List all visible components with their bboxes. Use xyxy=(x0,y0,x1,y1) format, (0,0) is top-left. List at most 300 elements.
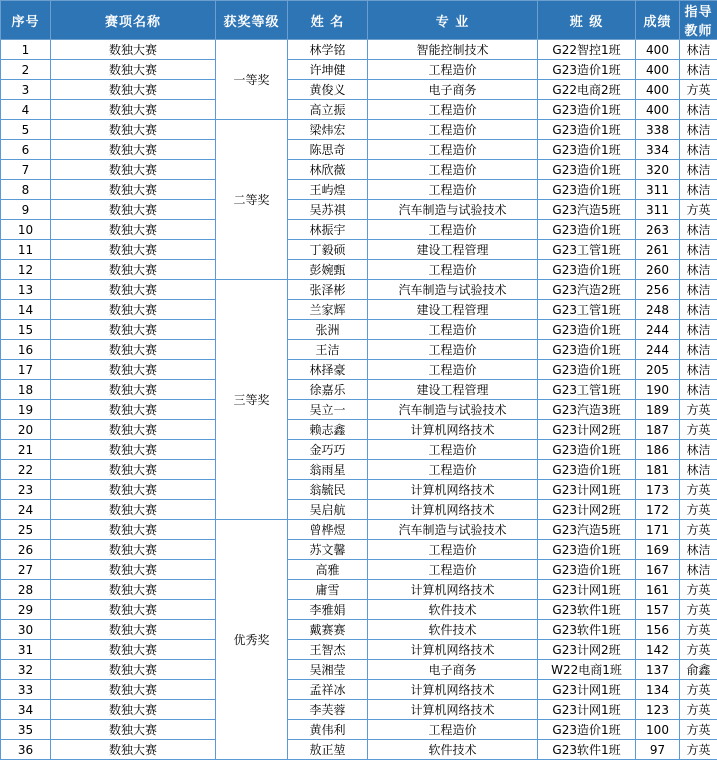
cell-major: 汽车制造与试验技术 xyxy=(368,280,538,300)
cell-score: 261 xyxy=(636,240,680,260)
cell-class: G23软件1班 xyxy=(538,600,636,620)
cell-teacher: 林洁 xyxy=(680,120,717,140)
cell-teacher: 林洁 xyxy=(680,100,717,120)
cell-name: 林振宇 xyxy=(288,220,368,240)
cell-teacher: 方英 xyxy=(680,700,717,720)
table-row xyxy=(1,120,717,140)
cell-event: 数独大赛 xyxy=(51,40,216,60)
cell-class: G23计网1班 xyxy=(538,680,636,700)
cell-class: G23造价1班 xyxy=(538,160,636,180)
table-row xyxy=(1,220,717,240)
cell-event: 数独大赛 xyxy=(51,240,216,260)
cell-major: 计算机网络技术 xyxy=(368,420,538,440)
cell-event: 数独大赛 xyxy=(51,80,216,100)
cell-class: G23工管1班 xyxy=(538,300,636,320)
cell-name: 林学铭 xyxy=(288,40,368,60)
cell-class: G23造价1班 xyxy=(538,60,636,80)
cell-event: 数独大赛 xyxy=(51,120,216,140)
cell-teacher: 林洁 xyxy=(680,340,717,360)
cell-teacher: 方英 xyxy=(680,500,717,520)
cell-score: 189 xyxy=(636,400,680,420)
table-row xyxy=(1,340,717,360)
cell-major: 工程造价 xyxy=(368,440,538,460)
cell-score: 172 xyxy=(636,500,680,520)
cell-teacher: 方英 xyxy=(680,480,717,500)
cell-event: 数独大赛 xyxy=(51,140,216,160)
cell-event: 数独大赛 xyxy=(51,420,216,440)
cell-teacher: 方英 xyxy=(680,400,717,420)
col-header-event: 赛项名称 xyxy=(51,1,216,40)
cell-score: 169 xyxy=(636,540,680,560)
table-row xyxy=(1,160,717,180)
cell-major: 工程造价 xyxy=(368,160,538,180)
cell-event: 数独大赛 xyxy=(51,640,216,660)
cell-class: G23造价1班 xyxy=(538,560,636,580)
cell-score: 244 xyxy=(636,340,680,360)
cell-score: 171 xyxy=(636,520,680,540)
table-row xyxy=(1,440,717,460)
cell-event: 数独大赛 xyxy=(51,520,216,540)
cell-class: G23软件1班 xyxy=(538,620,636,640)
cell-score: 400 xyxy=(636,60,680,80)
cell-score: 187 xyxy=(636,420,680,440)
cell-class: G23造价1班 xyxy=(538,720,636,740)
cell-teacher: 林洁 xyxy=(680,140,717,160)
cell-teacher: 方英 xyxy=(680,620,717,640)
cell-event: 数独大赛 xyxy=(51,360,216,380)
table-row xyxy=(1,700,717,720)
cell-teacher: 方英 xyxy=(680,740,717,760)
cell-class: G23造价1班 xyxy=(538,100,636,120)
cell-teacher: 林洁 xyxy=(680,220,717,240)
table-row xyxy=(1,180,717,200)
cell-event: 数独大赛 xyxy=(51,700,216,720)
table-row xyxy=(1,80,717,100)
cell-index: 24 xyxy=(1,500,51,520)
cell-class: G23造价1班 xyxy=(538,320,636,340)
cell-class: G23造价1班 xyxy=(538,220,636,240)
table-row xyxy=(1,520,717,540)
col-header-class: 班 级 xyxy=(538,1,636,40)
cell-major: 软件技术 xyxy=(368,740,538,760)
cell-index: 7 xyxy=(1,160,51,180)
cell-score: 400 xyxy=(636,100,680,120)
cell-score: 320 xyxy=(636,160,680,180)
cell-score: 338 xyxy=(636,120,680,140)
table-row xyxy=(1,240,717,260)
cell-teacher: 林洁 xyxy=(680,560,717,580)
cell-event: 数独大赛 xyxy=(51,540,216,560)
cell-score: 156 xyxy=(636,620,680,640)
table-row xyxy=(1,620,717,640)
cell-teacher: 林洁 xyxy=(680,540,717,560)
cell-major: 建设工程管理 xyxy=(368,240,538,260)
cell-major: 工程造价 xyxy=(368,540,538,560)
cell-event: 数独大赛 xyxy=(51,280,216,300)
cell-major: 工程造价 xyxy=(368,460,538,480)
cell-index: 5 xyxy=(1,120,51,140)
cell-event: 数独大赛 xyxy=(51,480,216,500)
cell-index: 18 xyxy=(1,380,51,400)
cell-major: 工程造价 xyxy=(368,100,538,120)
cell-event: 数独大赛 xyxy=(51,380,216,400)
table-row xyxy=(1,740,717,760)
cell-index: 17 xyxy=(1,360,51,380)
table-header xyxy=(1,1,717,40)
cell-index: 2 xyxy=(1,60,51,80)
cell-index: 26 xyxy=(1,540,51,560)
cell-major: 工程造价 xyxy=(368,140,538,160)
cell-index: 36 xyxy=(1,740,51,760)
col-header-teacher: 指导教师 xyxy=(680,1,717,40)
cell-score: 248 xyxy=(636,300,680,320)
cell-award-grade: 一等奖 xyxy=(216,40,288,120)
table-row xyxy=(1,280,717,300)
cell-score: 400 xyxy=(636,40,680,60)
cell-score: 161 xyxy=(636,580,680,600)
table-row xyxy=(1,640,717,660)
cell-name: 丁毅硕 xyxy=(288,240,368,260)
cell-class: G23造价1班 xyxy=(538,540,636,560)
cell-class: G22电商2班 xyxy=(538,80,636,100)
cell-score: 97 xyxy=(636,740,680,760)
cell-class: G23工管1班 xyxy=(538,240,636,260)
cell-name: 戴赛赛 xyxy=(288,620,368,640)
cell-major: 汽车制造与试验技术 xyxy=(368,400,538,420)
col-header-name: 姓 名 xyxy=(288,1,368,40)
cell-event: 数独大赛 xyxy=(51,600,216,620)
cell-class: W22电商1班 xyxy=(538,660,636,680)
cell-major: 建设工程管理 xyxy=(368,300,538,320)
table-row xyxy=(1,540,717,560)
cell-name: 兰家辉 xyxy=(288,300,368,320)
cell-class: G23造价1班 xyxy=(538,440,636,460)
cell-major: 计算机网络技术 xyxy=(368,700,538,720)
cell-event: 数独大赛 xyxy=(51,260,216,280)
cell-class: G23计网2班 xyxy=(538,500,636,520)
cell-teacher: 俞鑫 xyxy=(680,660,717,680)
cell-index: 14 xyxy=(1,300,51,320)
cell-event: 数独大赛 xyxy=(51,160,216,180)
table-row xyxy=(1,460,717,480)
cell-major: 计算机网络技术 xyxy=(368,480,538,500)
cell-event: 数独大赛 xyxy=(51,660,216,680)
table-row xyxy=(1,600,717,620)
cell-teacher: 林洁 xyxy=(680,440,717,460)
table-row xyxy=(1,60,717,80)
table-row xyxy=(1,260,717,280)
cell-teacher: 方英 xyxy=(680,720,717,740)
cell-major: 软件技术 xyxy=(368,620,538,640)
col-header-grade: 获奖等级 xyxy=(216,1,288,40)
cell-name: 庸雪 xyxy=(288,580,368,600)
table-row xyxy=(1,380,717,400)
cell-score: 260 xyxy=(636,260,680,280)
cell-class: G23软件1班 xyxy=(538,740,636,760)
cell-event: 数独大赛 xyxy=(51,720,216,740)
cell-event: 数独大赛 xyxy=(51,580,216,600)
cell-teacher: 林洁 xyxy=(680,360,717,380)
cell-class: G23汽造5班 xyxy=(538,200,636,220)
cell-index: 3 xyxy=(1,80,51,100)
cell-score: 181 xyxy=(636,460,680,480)
cell-event: 数独大赛 xyxy=(51,60,216,80)
table-row xyxy=(1,480,717,500)
cell-teacher: 林洁 xyxy=(680,60,717,80)
cell-score: 123 xyxy=(636,700,680,720)
cell-teacher: 方英 xyxy=(680,80,717,100)
cell-class: G23汽造5班 xyxy=(538,520,636,540)
cell-major: 计算机网络技术 xyxy=(368,580,538,600)
cell-major: 计算机网络技术 xyxy=(368,640,538,660)
cell-event: 数独大赛 xyxy=(51,440,216,460)
cell-teacher: 方英 xyxy=(680,200,717,220)
cell-major: 工程造价 xyxy=(368,260,538,280)
cell-name: 李雅娟 xyxy=(288,600,368,620)
cell-index: 23 xyxy=(1,480,51,500)
cell-major: 计算机网络技术 xyxy=(368,500,538,520)
cell-award-grade: 二等奖 xyxy=(216,120,288,280)
cell-index: 15 xyxy=(1,320,51,340)
cell-index: 32 xyxy=(1,660,51,680)
cell-major: 电子商务 xyxy=(368,80,538,100)
cell-name: 高雅 xyxy=(288,560,368,580)
table-row xyxy=(1,720,717,740)
cell-class: G23计网2班 xyxy=(538,640,636,660)
table-row xyxy=(1,320,717,340)
cell-name: 王智杰 xyxy=(288,640,368,660)
table-row xyxy=(1,300,717,320)
table-row xyxy=(1,660,717,680)
cell-class: G23计网1班 xyxy=(538,580,636,600)
cell-teacher: 方英 xyxy=(680,600,717,620)
cell-name: 王屿煌 xyxy=(288,180,368,200)
cell-name: 吴苏祺 xyxy=(288,200,368,220)
cell-name: 林欣薇 xyxy=(288,160,368,180)
cell-name: 黄俊义 xyxy=(288,80,368,100)
cell-index: 30 xyxy=(1,620,51,640)
cell-index: 31 xyxy=(1,640,51,660)
cell-score: 311 xyxy=(636,200,680,220)
cell-name: 张泽彬 xyxy=(288,280,368,300)
cell-class: G23工管1班 xyxy=(538,380,636,400)
cell-name: 梁炜宏 xyxy=(288,120,368,140)
cell-teacher: 林洁 xyxy=(680,260,717,280)
cell-major: 计算机网络技术 xyxy=(368,680,538,700)
cell-major: 工程造价 xyxy=(368,60,538,80)
cell-index: 13 xyxy=(1,280,51,300)
cell-teacher: 方英 xyxy=(680,580,717,600)
cell-score: 311 xyxy=(636,180,680,200)
table-row xyxy=(1,560,717,580)
cell-class: G22智控1班 xyxy=(538,40,636,60)
cell-index: 1 xyxy=(1,40,51,60)
cell-event: 数独大赛 xyxy=(51,620,216,640)
cell-index: 6 xyxy=(1,140,51,160)
cell-event: 数独大赛 xyxy=(51,340,216,360)
col-header-index: 序号 xyxy=(1,1,51,40)
cell-score: 134 xyxy=(636,680,680,700)
table-row xyxy=(1,420,717,440)
cell-major: 电子商务 xyxy=(368,660,538,680)
cell-name: 赖志鑫 xyxy=(288,420,368,440)
cell-score: 157 xyxy=(636,600,680,620)
cell-score: 190 xyxy=(636,380,680,400)
cell-score: 137 xyxy=(636,660,680,680)
cell-major: 工程造价 xyxy=(368,720,538,740)
cell-index: 34 xyxy=(1,700,51,720)
cell-major: 工程造价 xyxy=(368,220,538,240)
cell-event: 数独大赛 xyxy=(51,300,216,320)
cell-score: 244 xyxy=(636,320,680,340)
cell-name: 黄伟利 xyxy=(288,720,368,740)
cell-class: G23计网1班 xyxy=(538,480,636,500)
cell-index: 19 xyxy=(1,400,51,420)
cell-major: 汽车制造与试验技术 xyxy=(368,520,538,540)
cell-name: 林择豪 xyxy=(288,360,368,380)
cell-teacher: 林洁 xyxy=(680,300,717,320)
cell-event: 数独大赛 xyxy=(51,180,216,200)
cell-index: 9 xyxy=(1,200,51,220)
cell-name: 徐嘉乐 xyxy=(288,380,368,400)
cell-name: 苏文馨 xyxy=(288,540,368,560)
cell-teacher: 林洁 xyxy=(680,320,717,340)
cell-name: 王洁 xyxy=(288,340,368,360)
cell-teacher: 方英 xyxy=(680,680,717,700)
table-row xyxy=(1,40,717,60)
cell-event: 数独大赛 xyxy=(51,400,216,420)
cell-score: 400 xyxy=(636,80,680,100)
cell-award-grade: 三等奖 xyxy=(216,280,288,520)
cell-class: G23汽造2班 xyxy=(538,280,636,300)
cell-major: 工程造价 xyxy=(368,340,538,360)
cell-class: G23计网1班 xyxy=(538,700,636,720)
cell-class: G23造价1班 xyxy=(538,460,636,480)
table-row xyxy=(1,580,717,600)
cell-class: G23计网2班 xyxy=(538,420,636,440)
cell-score: 167 xyxy=(636,560,680,580)
cell-major: 智能控制技术 xyxy=(368,40,538,60)
cell-event: 数独大赛 xyxy=(51,100,216,120)
cell-event: 数独大赛 xyxy=(51,220,216,240)
cell-major: 建设工程管理 xyxy=(368,380,538,400)
cell-score: 205 xyxy=(636,360,680,380)
cell-index: 29 xyxy=(1,600,51,620)
cell-name: 金巧巧 xyxy=(288,440,368,460)
cell-name: 曾桦煜 xyxy=(288,520,368,540)
cell-name: 陈思奇 xyxy=(288,140,368,160)
cell-index: 28 xyxy=(1,580,51,600)
cell-index: 4 xyxy=(1,100,51,120)
cell-teacher: 方英 xyxy=(680,520,717,540)
cell-name: 吴立一 xyxy=(288,400,368,420)
cell-teacher: 林洁 xyxy=(680,460,717,480)
cell-teacher: 林洁 xyxy=(680,240,717,260)
table-row xyxy=(1,680,717,700)
cell-index: 16 xyxy=(1,340,51,360)
cell-score: 173 xyxy=(636,480,680,500)
cell-index: 8 xyxy=(1,180,51,200)
cell-event: 数独大赛 xyxy=(51,500,216,520)
table-row xyxy=(1,140,717,160)
cell-name: 高立振 xyxy=(288,100,368,120)
cell-teacher: 林洁 xyxy=(680,180,717,200)
cell-teacher: 林洁 xyxy=(680,160,717,180)
cell-name: 张洲 xyxy=(288,320,368,340)
table-row xyxy=(1,500,717,520)
cell-name: 孟祥冰 xyxy=(288,680,368,700)
cell-name: 许坤健 xyxy=(288,60,368,80)
cell-name: 彭婉甄 xyxy=(288,260,368,280)
header-row xyxy=(1,1,717,40)
cell-name: 吴启航 xyxy=(288,500,368,520)
col-header-major: 专 业 xyxy=(368,1,538,40)
col-header-score: 成绩 xyxy=(636,1,680,40)
cell-index: 35 xyxy=(1,720,51,740)
cell-class: G23造价1班 xyxy=(538,360,636,380)
cell-teacher: 林洁 xyxy=(680,280,717,300)
cell-index: 25 xyxy=(1,520,51,540)
cell-teacher: 林洁 xyxy=(680,40,717,60)
cell-event: 数独大赛 xyxy=(51,320,216,340)
cell-name: 敖正堃 xyxy=(288,740,368,760)
cell-event: 数独大赛 xyxy=(51,560,216,580)
cell-teacher: 方英 xyxy=(680,420,717,440)
cell-award-grade: 优秀奖 xyxy=(216,520,288,760)
cell-index: 11 xyxy=(1,240,51,260)
cell-major: 汽车制造与试验技术 xyxy=(368,200,538,220)
cell-name: 翁毓民 xyxy=(288,480,368,500)
cell-name: 李芙蓉 xyxy=(288,700,368,720)
cell-score: 100 xyxy=(636,720,680,740)
cell-major: 工程造价 xyxy=(368,180,538,200)
cell-class: G23汽造3班 xyxy=(538,400,636,420)
cell-score: 186 xyxy=(636,440,680,460)
cell-class: G23造价1班 xyxy=(538,140,636,160)
table-row xyxy=(1,400,717,420)
cell-event: 数独大赛 xyxy=(51,680,216,700)
cell-name: 翁雨星 xyxy=(288,460,368,480)
cell-event: 数独大赛 xyxy=(51,460,216,480)
cell-name: 吴湘莹 xyxy=(288,660,368,680)
cell-class: G23造价1班 xyxy=(538,340,636,360)
cell-score: 256 xyxy=(636,280,680,300)
cell-major: 工程造价 xyxy=(368,120,538,140)
cell-class: G23造价1班 xyxy=(538,260,636,280)
cell-major: 工程造价 xyxy=(368,320,538,340)
cell-index: 12 xyxy=(1,260,51,280)
cell-index: 33 xyxy=(1,680,51,700)
table-row xyxy=(1,100,717,120)
table-row xyxy=(1,200,717,220)
cell-event: 数独大赛 xyxy=(51,200,216,220)
cell-score: 142 xyxy=(636,640,680,660)
cell-index: 20 xyxy=(1,420,51,440)
cell-index: 27 xyxy=(1,560,51,580)
cell-index: 10 xyxy=(1,220,51,240)
cell-teacher: 林洁 xyxy=(680,380,717,400)
table-body xyxy=(1,40,717,760)
cell-index: 22 xyxy=(1,460,51,480)
cell-teacher: 方英 xyxy=(680,640,717,660)
cell-score: 263 xyxy=(636,220,680,240)
cell-major: 软件技术 xyxy=(368,600,538,620)
table-row xyxy=(1,360,717,380)
cell-score: 334 xyxy=(636,140,680,160)
cell-class: G23造价1班 xyxy=(538,180,636,200)
cell-event: 数独大赛 xyxy=(51,740,216,760)
cell-index: 21 xyxy=(1,440,51,460)
